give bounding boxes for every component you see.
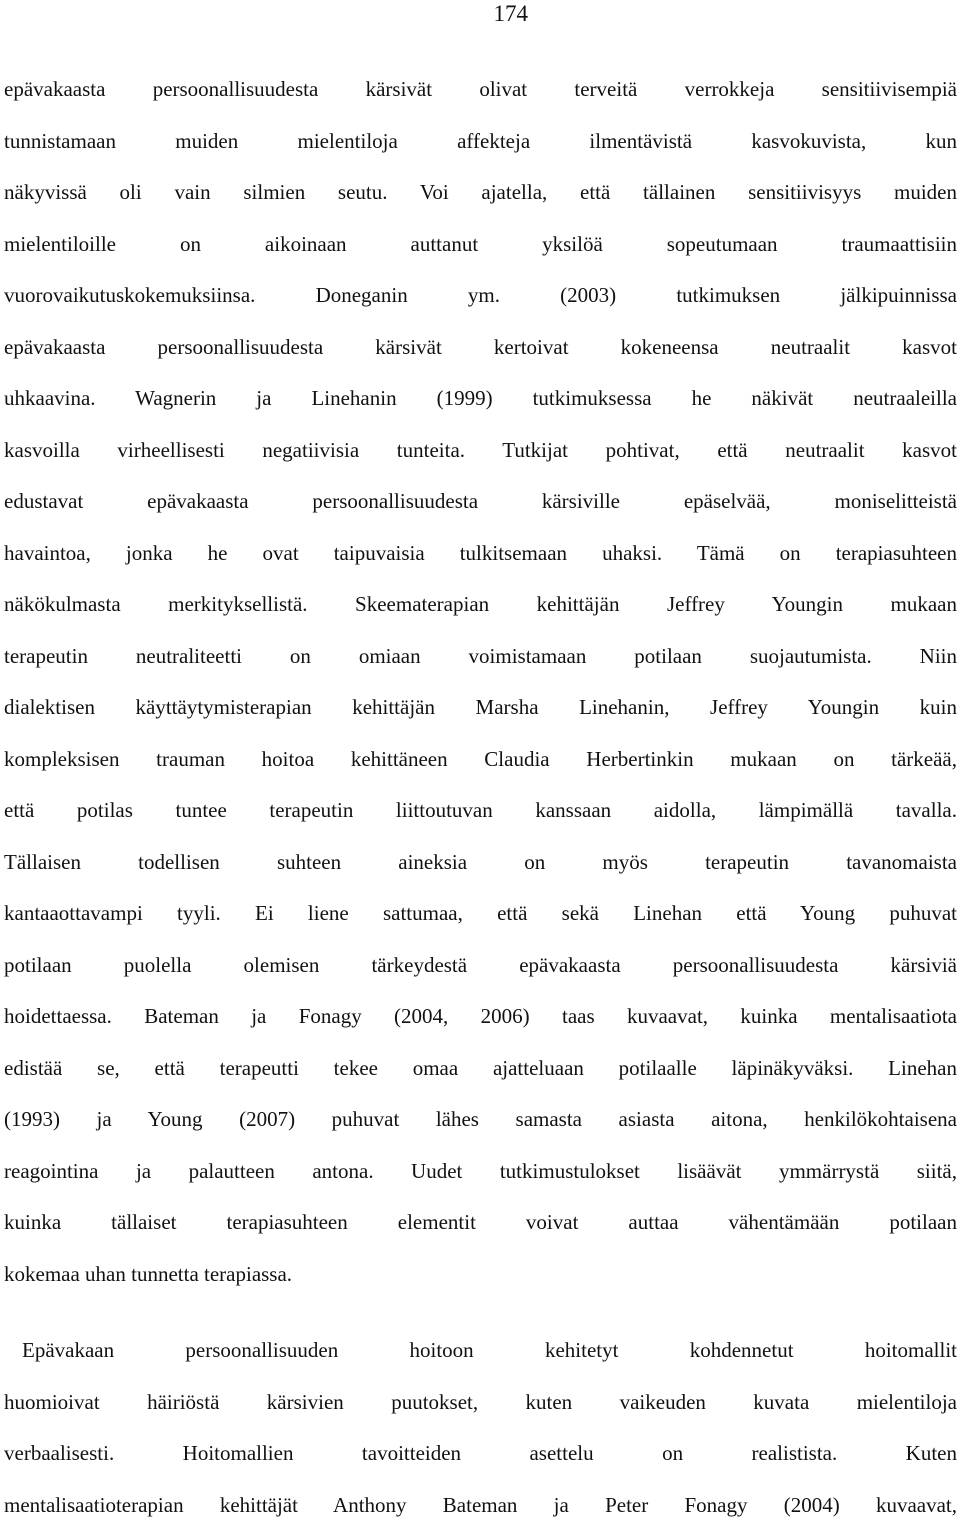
text-line: hoidettaessa. Bateman ja Fonagy (2004, 2006) taas kuvaavat, kuinka mentalisaatiota — [4, 991, 957, 1043]
text-line: epävakaasta persoonallisuudesta kärsivät kertoivat kokeneensa neutraalit kasvot — [4, 322, 957, 374]
text-line: kantaaottavampi tyyli. Ei liene sattumaa, että sekä Linehan että Young puhuvat — [4, 888, 957, 940]
text-line: verbaalisesti. Hoitomallien tavoitteiden asettelu on realistista. Kuten — [4, 1428, 957, 1480]
text-line: mielentiloille on aikoinaan auttanut yksilöä sopeutumaan traumaattisiin — [4, 219, 957, 271]
text-line: epävakaasta persoonallisuudesta kärsivät olivat terveitä verrokkeja sensitiivisempiä — [4, 64, 957, 116]
paragraph-spacer — [4, 1300, 957, 1325]
text-line: (1993) ja Young (2007) puhuvat lähes samasta asiasta aitona, henkilökohtaisena — [4, 1094, 957, 1146]
text-line: havaintoa, jonka he ovat taipuvaisia tulkitsemaan uhaksi. Tämä on terapiasuhteen — [4, 528, 957, 580]
text-line: tunnistamaan muiden mielentiloja affekteja ilmentävistä kasvokuvista, kun — [4, 116, 957, 168]
text-line: näkökulmasta merkityksellistä. Skeematerapian kehittäjän Jeffrey Youngin mukaan — [4, 579, 957, 631]
text-line: terapeutin neutraliteetti on omiaan voimistamaan potilaan suojautumista. Niin — [4, 631, 957, 683]
text-line: uhkaavina. Wagnerin ja Linehanin (1999) tutkimuksessa he näkivät neutraaleilla — [4, 373, 957, 425]
text-line: potilaan puolella olemisen tärkeydestä epävakaasta persoonallisuudesta kärsiviä — [4, 940, 957, 992]
text-line: kasvoilla virheellisesti negatiivisia tunteita. Tutkijat pohtivat, että neutraalit kasvot — [4, 425, 957, 477]
text-line: kuinka tällaiset terapiasuhteen elementit voivat auttaa vähentämään potilaan — [4, 1197, 957, 1249]
text-line: edistää se, että terapeutti tekee omaa ajatteluaan potilaalle läpinäkyväksi. Linehan — [4, 1043, 957, 1095]
text-line: huomioivat häiriöstä kärsivien puutokset, kuten vaikeuden kuvata mielentiloja — [4, 1377, 957, 1429]
text-line: kokemaa uhan tunnetta terapiassa. — [4, 1249, 957, 1301]
text-line: näkyvissä oli vain silmien seutu. Voi ajatella, että tällainen sensitiivisyys muiden — [4, 167, 957, 219]
text-line: Tällaisen todellisen suhteen aineksia on myös terapeutin tavanomaista — [4, 837, 957, 889]
text-line: Epävakaan persoonallisuuden hoitoon kehitetyt kohdennetut hoitomallit — [4, 1325, 957, 1377]
paragraph-1 — [4, 64, 957, 1300]
text-line: mentalisaatioterapian kehittäjät Anthony Bateman ja Peter Fonagy (2004) kuvaavat, — [4, 1480, 957, 1531]
text-line: reagointina ja palautteen antona. Uudet tutkimustulokset lisäävät ymmärrystä siitä, — [4, 1146, 957, 1198]
paragraph-2 — [4, 1325, 957, 1531]
page-number: 174 — [494, 0, 529, 28]
text-line: edustavat epävakaasta persoonallisuudesta kärsiville epäselvää, moniselitteistä — [4, 476, 957, 528]
text-line: dialektisen käyttäytymisterapian kehittäjän Marsha Linehanin, Jeffrey Youngin kuin — [4, 682, 957, 734]
text-line: että potilas tuntee terapeutin liittoutuvan kanssaan aidolla, lämpimällä tavalla. — [4, 785, 957, 837]
text-line: kompleksisen trauman hoitoa kehittäneen Claudia Herbertinkin mukaan on tärkeää, — [4, 734, 957, 786]
page-body — [4, 64, 957, 1531]
text-line: vuorovaikutuskokemuksiinsa. Doneganin ym. (2003) tutkimuksen jälkipuinnissa — [4, 270, 957, 322]
